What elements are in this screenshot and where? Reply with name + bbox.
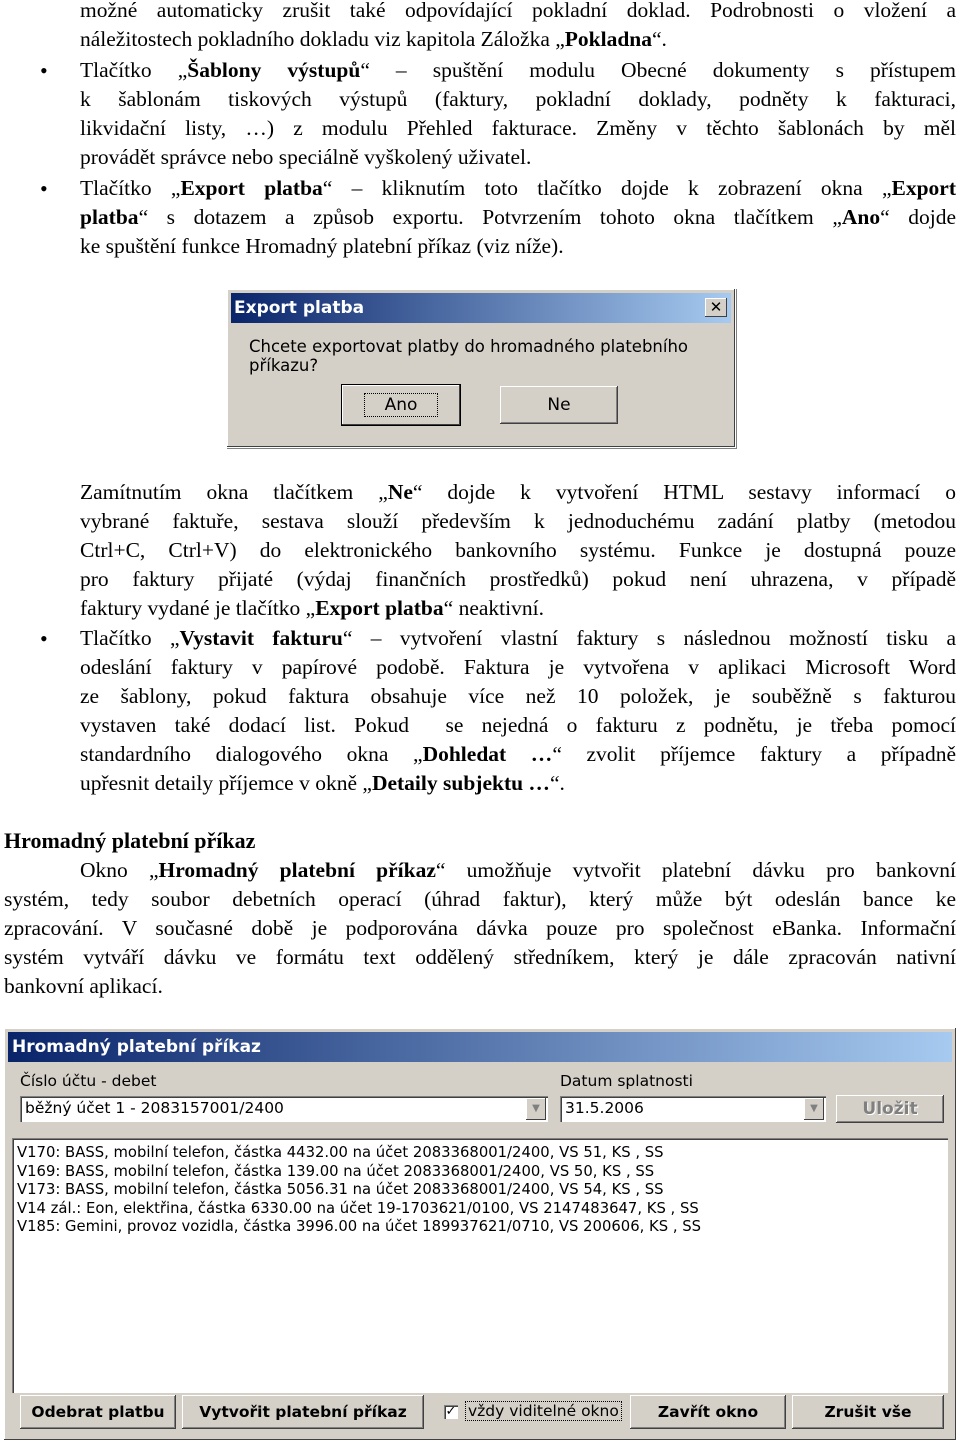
always-visible-label: vždy viditelné okno bbox=[468, 1402, 619, 1420]
save-button[interactable]: Uložit bbox=[836, 1095, 944, 1123]
hromadny-platebni-prikaz-dialog bbox=[4, 1028, 956, 1440]
chevron-down-icon[interactable]: ▼ bbox=[804, 1098, 824, 1120]
date-select[interactable] bbox=[560, 1096, 826, 1122]
bullet-icon: • bbox=[40, 626, 48, 651]
chevron-down-icon[interactable]: ▼ bbox=[526, 1098, 546, 1120]
list-item[interactable]: V169: BASS, mobilní telefon, částka 139.00 na účet 2083368001/2400, VS 50, KS , SS bbox=[17, 1162, 655, 1180]
list-item[interactable]: V173: BASS, mobilní telefon, částka 5056.31 na účet 2083368001/2400, VS 54, KS , SS bbox=[17, 1181, 664, 1199]
bullet-item-vystavit: Tlačítko „Vystavit fakturu“ – vytvoření vlastní faktury s následnou možností tisku a odeslání faktury v papírové podobě. Faktura je vytvořena v aplikaci Microsoft Word ze šablony, pokud faktura obsahuje více než 10 položek, je souběžně s fakturou vystaven také dodací list. Pokud se nejedná o fakturu z podnětu, je třeba pomocí standardního dialogového okna „Dohledat …“ zvolit příjemce faktury a případně upřesnit detaily příjemce v okně „Detaily subjektu …“. bbox=[80, 626, 956, 795]
always-visible-option[interactable] bbox=[440, 1395, 630, 1429]
bullet-icon: • bbox=[40, 176, 48, 201]
dialog-titlebar bbox=[8, 1032, 952, 1062]
dialog-title: Export platba bbox=[234, 298, 365, 318]
always-visible-checkbox[interactable]: ✓ bbox=[445, 1404, 457, 1419]
no-button[interactable]: Ne bbox=[500, 386, 618, 424]
close-icon[interactable]: ✕ bbox=[705, 298, 727, 317]
account-value: běžný účet 1 - 2083157001/2400 bbox=[25, 1099, 284, 1117]
yes-button[interactable]: Ano bbox=[342, 385, 460, 425]
account-select[interactable] bbox=[20, 1096, 548, 1122]
section-paragraph: Okno „Hromadný platební příkaz“ umožňuje vytvořit platební dávku pro bankovní systém, tedy soubor debetních operací (úhrad faktur), který může být odeslán bance ke zpracování. V současné době je podporována dávka pouze pro společnost eBanka. Informační systém vytváří dávku ve formátu text oddělený středníkem, který je dále zpracován nativní bankovní aplikací. bbox=[4, 858, 956, 998]
section-heading: Hromadný platební příkaz bbox=[4, 828, 256, 853]
list-item[interactable]: V185: Gemini, provoz vozidla, částka 3996.00 na účet 189937621/0710, VS 200606, KS , SS bbox=[17, 1218, 702, 1236]
text-paragraph-1: možné automaticky zrušit také odpovídající pokladní doklad. Podrobnosti o vložení a náležitostech pokladního dokladu viz kapitola Záložka „Pokladna“. bbox=[80, 0, 956, 51]
cancel-all-button[interactable]: Zrušit vše bbox=[792, 1395, 944, 1429]
bullet-item-sablony: Tlačítko „Šablony výstupů“ – spuštění modulu Obecné dokumenty s přístupem k šablonám tiskových výstupů (faktury, pokladní doklady, podněty k fakturaci, likvidační listy, …) z modulu Přehled fakturace. Změny v těchto šablonách by měl provádět správce nebo speciálně vyškolený uživatel. bbox=[80, 58, 956, 169]
date-label: Datum splatnosti bbox=[560, 1072, 693, 1090]
export-platba-dialog bbox=[226, 288, 736, 448]
payment-list[interactable] bbox=[12, 1138, 948, 1393]
date-value: 31.5.2006 bbox=[565, 1099, 644, 1117]
bullet-item-export: Tlačítko „Export platba“ – kliknutím toto tlačítko dojde k zobrazení okna „Export platba“ s dotazem a způsob exportu. Potvrzením tohoto okna tlačítkem „Ano“ dojde ke spuštění funkce Hromadný platební příkaz (viz níže). bbox=[80, 176, 957, 258]
list-item[interactable]: V14 zál.: Eon, elektřina, částka 6330.00 na účet 19-1703621/0100, VS 2147483647, KS , SS bbox=[17, 1199, 699, 1217]
text-paragraph-2: Zamítnutím okna tlačítkem „Ne“ dojde k vytvoření HTML sestavy informací o vybrané faktuře, sestava slouží především k jednoduchému zadání platby (metodou Ctrl+C, Ctrl+V) do elektronického bankovního systému. Funkce je dostupná pouze pro faktury přijaté (výdaj finančních prostředků) pokud není uhrazena, v případě faktury vydané je tlačítko „Export platba“ neaktivní. bbox=[80, 480, 956, 620]
dialog-title: Hromadný platební příkaz bbox=[12, 1037, 261, 1057]
list-item[interactable]: V170: BASS, mobilní telefon, částka 4432.00 na účet 2083368001/2400, VS 51, KS , SS bbox=[17, 1144, 664, 1161]
dialog-titlebar bbox=[231, 293, 731, 323]
create-payment-order-button[interactable]: Vytvořit platební příkaz bbox=[182, 1395, 424, 1429]
account-label: Číslo účtu - debet bbox=[20, 1072, 157, 1090]
bullet-icon: • bbox=[40, 58, 48, 83]
close-window-button[interactable]: Zavřít okno bbox=[630, 1395, 786, 1429]
dialog-question: Chcete exportovat platby do hromadného platebního příkazu? bbox=[249, 337, 689, 375]
remove-payment-button[interactable]: Odebrat platbu bbox=[20, 1395, 176, 1429]
